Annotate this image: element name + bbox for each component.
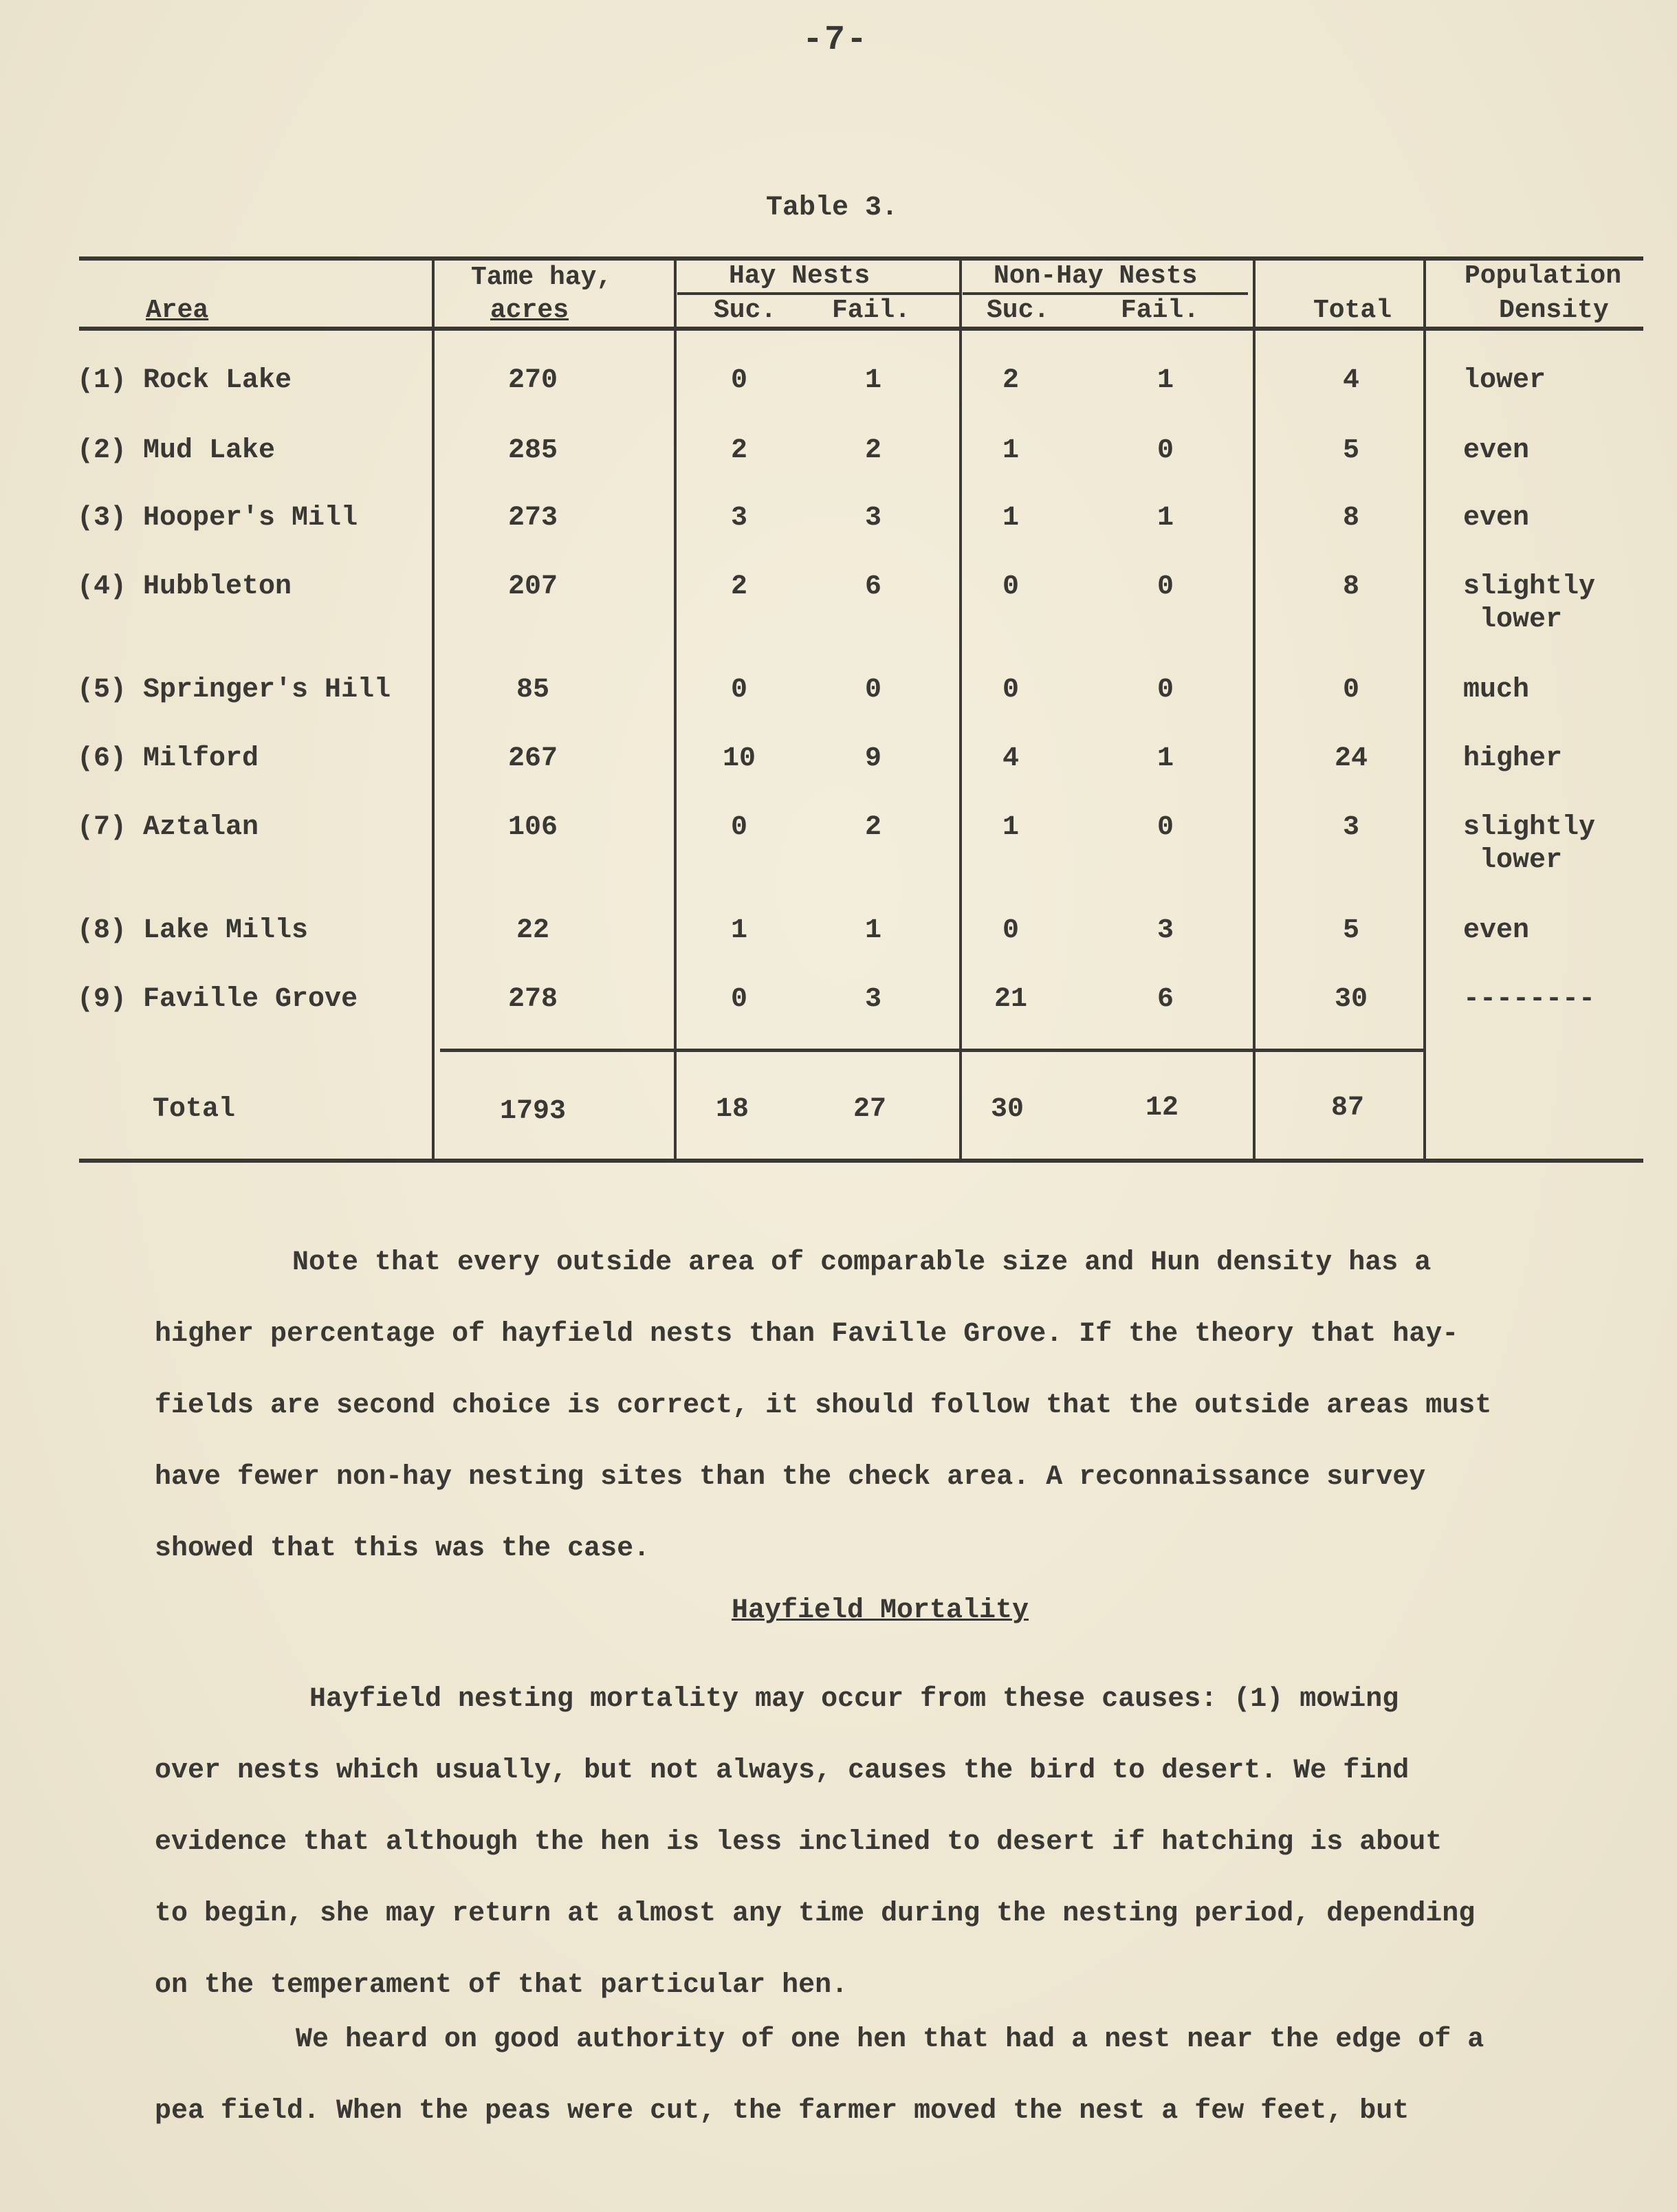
total-row-hay-suc: 18: [715, 1094, 749, 1125]
cell-total: 4: [1342, 365, 1359, 396]
cell-hay-fail: 3: [864, 503, 881, 534]
cell-non-fail: 0: [1157, 435, 1174, 466]
total-row-nonhay-suc: 30: [990, 1094, 1024, 1125]
cell-non-suc: 1: [1002, 503, 1019, 534]
cell-acres: 273: [507, 503, 558, 534]
cell-hay-suc: 3: [730, 503, 747, 534]
total-row-label: Total: [153, 1094, 236, 1125]
cell-hay-suc: 0: [730, 675, 747, 705]
header-hay-nests: Hay Nests: [729, 261, 870, 291]
total-rule: [440, 1049, 1423, 1052]
table-bottom-rule: [79, 1159, 1643, 1163]
cell-acres: 22: [516, 915, 549, 946]
cell-non-fail: 1: [1157, 365, 1174, 396]
cell-total: 0: [1342, 675, 1359, 705]
cell-density: even: [1463, 915, 1530, 946]
page-number: -7-: [802, 21, 868, 60]
cell-total: 5: [1342, 915, 1359, 946]
cell-total: 3: [1342, 812, 1359, 843]
cell-hay-suc: 2: [730, 571, 747, 602]
header-hay-suc: Suc.: [714, 296, 777, 325]
cell-non-suc: 2: [1002, 365, 1019, 396]
cell-hay-fail: 1: [864, 915, 881, 946]
cell-acres: 207: [507, 571, 558, 602]
header-nonhay-suc: Suc.: [987, 296, 1050, 325]
cell-non-fail: 3: [1157, 915, 1174, 946]
cell-non-suc: 0: [1002, 675, 1019, 705]
text-line: Hayfield nesting mortality may occur from these causes: (1) mowing: [309, 1684, 1399, 1715]
cell-density: lower: [1463, 365, 1546, 396]
cell-non-suc: 0: [1002, 915, 1019, 946]
cell-density: even: [1463, 435, 1530, 466]
cell-hay-suc: 0: [730, 984, 747, 1015]
cell-area: (9) Faville Grove: [77, 984, 358, 1015]
total-row-hay-fail: 27: [853, 1094, 886, 1125]
cell-hay-fail: 3: [864, 984, 881, 1015]
cell-density: even: [1463, 503, 1530, 534]
cell-hay-suc: 2: [730, 435, 747, 466]
text-line: over nests which usually, but not always, causes the bird to desert. We find: [155, 1755, 1410, 1786]
cell-non-fail: 0: [1157, 571, 1174, 602]
cell-non-fail: 6: [1157, 984, 1174, 1015]
cell-acres: 270: [507, 365, 558, 396]
cell-non-suc: 0: [1002, 571, 1019, 602]
cell-non-suc: 21: [994, 984, 1027, 1015]
cell-total: 8: [1342, 503, 1359, 534]
text-line: Note that every outside area of comparable size and Hun density has a: [292, 1247, 1432, 1278]
cell-total: 24: [1334, 743, 1368, 774]
header-tame-hay: Tame hay,: [471, 263, 613, 292]
cell-area: (1) Rock Lake: [77, 365, 292, 396]
col-divider-nonhay: [1253, 259, 1256, 1160]
cell-acres: 278: [507, 984, 558, 1015]
cell-total: 30: [1334, 984, 1368, 1015]
text-line: pea field. When the peas were cut, the farmer moved the nest a few feet, but: [155, 2096, 1410, 2127]
cell-acres: 85: [516, 675, 549, 705]
header-nonhay-fail: Fail.: [1121, 296, 1200, 325]
header-population: Population: [1465, 261, 1622, 291]
text-line: We heard on good authority of one hen that had a nest near the edge of a: [296, 2024, 1484, 2055]
cell-acres: 106: [507, 812, 558, 843]
total-row-acres: 1793: [499, 1096, 566, 1127]
cell-hay-suc: 1: [730, 915, 747, 946]
cell-hay-fail: 2: [864, 812, 881, 843]
cell-area: (4) Hubbleton: [77, 571, 292, 602]
cell-area: (3) Hooper's Mill: [77, 503, 358, 534]
cell-density: --------: [1463, 984, 1596, 1015]
cell-hay-suc: 0: [730, 365, 747, 396]
cell-hay-fail: 0: [864, 675, 881, 705]
cell-area: (8) Lake Mills: [77, 915, 309, 946]
table-title: Table 3.: [765, 193, 899, 223]
cell-acres: 285: [507, 435, 558, 466]
cell-density: slightly: [1463, 571, 1596, 602]
cell-density: slightly: [1463, 812, 1596, 843]
section-heading: Hayfield Mortality: [731, 1595, 1029, 1626]
text-line: showed that this was the case.: [155, 1533, 650, 1564]
cell-density: higher: [1463, 743, 1563, 774]
header-non-hay-nests: Non-Hay Nests: [994, 261, 1198, 291]
cell-density: much: [1463, 675, 1530, 705]
header-area: Area: [146, 296, 209, 325]
cell-hay-suc: 0: [730, 812, 747, 843]
cell-area: (5) Springer's Hill: [77, 675, 391, 705]
cell-area: (6) Milford: [77, 743, 259, 774]
cell-area: (2) Mud Lake: [77, 435, 276, 466]
cell-non-suc: 1: [1002, 435, 1019, 466]
header-bottom-rule: [79, 327, 1643, 331]
non-hay-nests-underline: [963, 292, 1248, 295]
cell-density-line2: lower: [1480, 845, 1563, 876]
cell-total: 5: [1342, 435, 1359, 466]
cell-non-suc: 4: [1002, 743, 1019, 774]
hay-nests-underline: [677, 292, 959, 295]
total-row-total: 87: [1330, 1093, 1364, 1124]
cell-hay-suc: 10: [722, 743, 756, 774]
cell-non-fail: 1: [1157, 503, 1174, 534]
cell-hay-fail: 6: [864, 571, 881, 602]
text-line: to begin, she may return at almost any time during the nesting period, depending: [155, 1898, 1476, 1929]
cell-hay-fail: 2: [864, 435, 881, 466]
cell-hay-fail: 1: [864, 365, 881, 396]
cell-density-line2: lower: [1480, 604, 1563, 635]
header-hay-fail: Fail.: [832, 296, 911, 325]
header-total: Total: [1313, 296, 1392, 325]
text-line: on the temperament of that particular hen.: [155, 1970, 848, 2001]
cell-hay-fail: 9: [864, 743, 881, 774]
col-divider-hay: [959, 259, 962, 1160]
cell-area: (7) Aztalan: [77, 812, 259, 843]
table-top-rule: [79, 256, 1643, 261]
cell-non-fail: 0: [1157, 812, 1174, 843]
cell-non-suc: 1: [1002, 812, 1019, 843]
text-line: higher percentage of hayfield nests than Faville Grove. If the theory that hay-: [155, 1319, 1459, 1350]
text-line: have fewer non-hay nesting sites than the check area. A reconnaissance survey: [155, 1462, 1426, 1493]
cell-non-fail: 0: [1157, 675, 1174, 705]
cell-acres: 267: [507, 743, 558, 774]
cell-total: 8: [1342, 571, 1359, 602]
header-density: Density: [1499, 296, 1609, 325]
cell-non-fail: 1: [1157, 743, 1174, 774]
text-line: evidence that although the hen is less inclined to desert if hatching is about: [155, 1827, 1443, 1858]
col-divider-acres: [674, 259, 677, 1160]
total-row-nonhay-fail: 12: [1145, 1093, 1179, 1124]
text-line: fields are second choice is correct, it should follow that the outside areas must: [155, 1390, 1492, 1421]
header-acres: acres: [490, 296, 569, 325]
col-divider-area: [432, 259, 435, 1160]
col-divider-total: [1423, 259, 1426, 1160]
